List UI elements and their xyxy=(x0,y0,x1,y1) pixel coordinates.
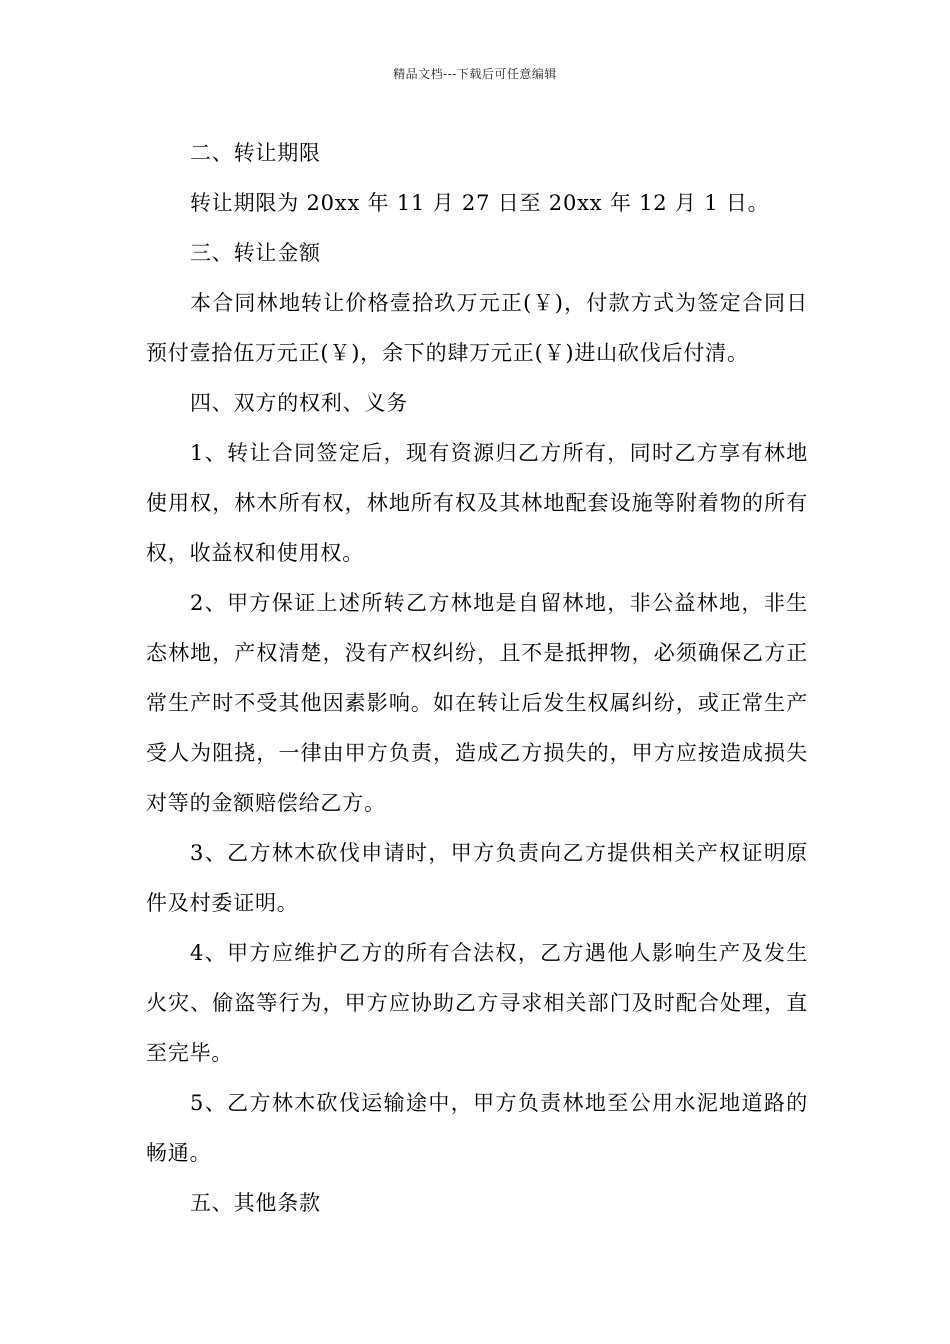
clause-2: 2、甲方保证上述所转乙方林地是自留林地，非公益林地，非生态林地，产权清楚，没有产权纠纷，且不是抵押物，必须确保乙方正常生产时不受其他因素影响。如在转让后发生权属纠纷，或正常生产受人为阻挠，一律由甲方负责，造成乙方损失的，甲方应按造成损失对等的金额赔偿给乙方。 xyxy=(146,591,808,815)
page-header: 精品文档---下载后可任意编辑 xyxy=(393,67,557,81)
section-heading-transfer-term: 二、转让期限 xyxy=(190,141,321,165)
clause-3: 3、乙方林木砍伐申请时，甲方负责向乙方提供相关产权证明原件及村委证明。 xyxy=(146,841,808,915)
clause-4: 4、甲方应维护乙方的所有合法权，乙方遇他人影响生产及发生火灾、偷盗等行为，甲方应协助乙方寻求相关部门及时配合处理，直至完毕。 xyxy=(146,941,808,1065)
transfer-amount-text: 本合同林地转让价格壹拾玖万元正(￥)，付款方式为签定合同日预付壹拾伍万元正(￥)，余下的肆万元正(￥)进山砍伐后付清。 xyxy=(146,291,808,365)
transfer-term-text: 转让期限为 20xx 年 11 月 27 日至 20xx 年 12 月 1 日。 xyxy=(190,191,770,215)
document-body xyxy=(146,128,808,1228)
section-heading-rights-obligations: 四、双方的权利、义务 xyxy=(190,391,408,415)
clause-1: 1、转让合同签定后，现有资源归乙方所有，同时乙方享有林地使用权，林木所有权，林地所有权及其林地配套设施等附着物的所有权，收益权和使用权。 xyxy=(146,441,808,565)
section-heading-other-terms: 五、其他条款 xyxy=(190,1191,321,1215)
section-heading-transfer-amount: 三、转让金额 xyxy=(190,241,321,265)
clause-5: 5、乙方林木砍伐运输途中，甲方负责林地至公用水泥地道路的畅通。 xyxy=(146,1091,808,1165)
